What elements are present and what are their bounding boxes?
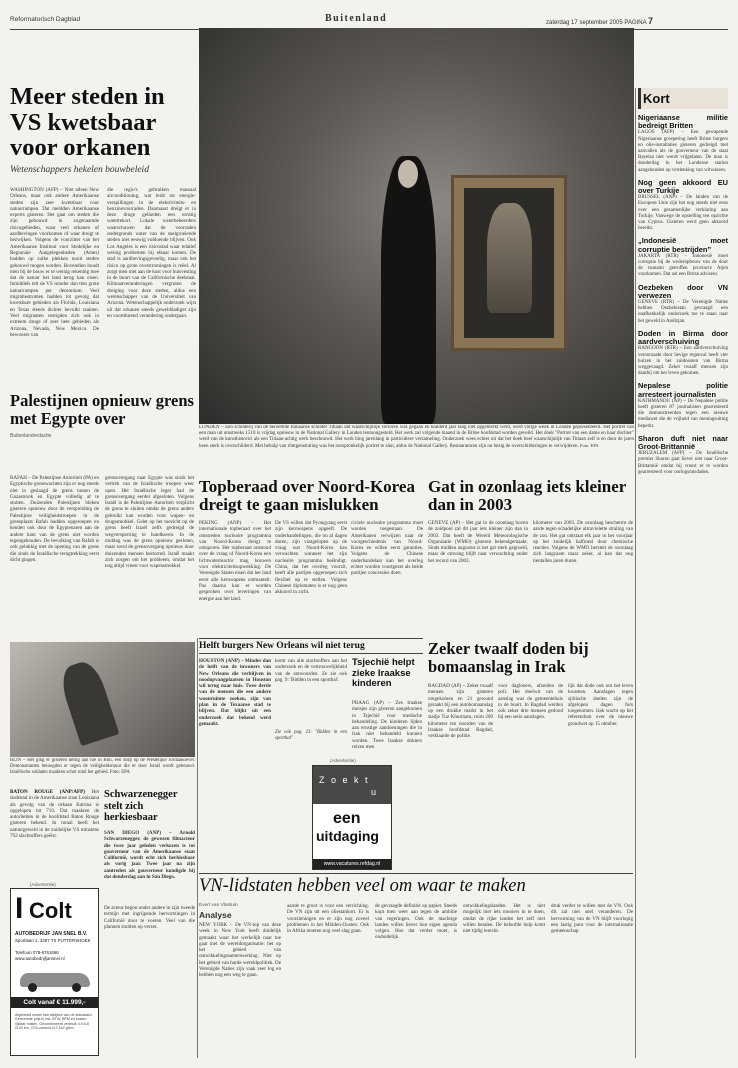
job-ad-word-zoekt: Z o e k t (319, 775, 370, 785)
protest-photo (10, 642, 195, 757)
kort-item-title: Doden in Birma door aardverschuiving (638, 328, 728, 347)
palestinian-col1: RAFAH – De Palestijnse Autoriteit (PA) en Egyptische grenswachten zijn er nog steeds niet in geslaagd de grens tussen de Gazastrook en Egypte volledig af te sluiten. Duizenden Palestijnen bleken gisteren opnieuw door de verspreiding de Palestijnse veiligheidstroepen in de grensplaats Rafah hadden opgeroepen en kenden ook door de Egyptenaren aan de andere kant van de grens niet worden tegengehouden. De bevolking van Rafah is ook gelukkig met de opening van de grens die sinds de Israëlische terugtrekking eerst dicht gingen. (10, 475, 99, 563)
photo-caption-text: LONDEN – Een schilderij van de beroemde Italiaanse schilder Titiaan dat waarschijnlijk verloren was gegaan en honderd jaar lang niet opgemerkt werd, werd vorige week in Londen gepresenteerd. Het portret van een man uit omstreeks 1510 is vrijdag opnieuw in de National Gallery in Londen tentoongesteld. Het werk zal volgende maand in de Britse hoofdstad worden geveild. Het doek "Portret van een dame en haar dochter" werd van de kunsthistorici als een Titiaan-achtig werk beschouwd. Het werk hing jarenlang in particuliere verzameling. Onderzoek wees echter uit dat het doek heel waarschijnlijk van Titiaan zelf is en door de jaren heen sterk is overschilderd. Met behulp van röntgenstraling was het oorspronkelijk portret te zien, aldus de National Gallery. Restauratoren zijn nu bezig de overschilderingen te verwijderen. (199, 425, 634, 450)
kort-label: Kort (638, 88, 728, 109)
kort-item-body: JERUZALEM (AFP) – De Israëlische premier Sharon gaat liever niet naar Groot-Brittannië omdat hij vreest er te worden gearresteerd voor oorlogsmisdaden. (638, 451, 728, 475)
job-ad-label: (Advertentie) (330, 758, 356, 763)
dealer-name: AUTOBEDRIJF JAN SNEL B.V. (15, 931, 88, 937)
hurricane-col2: komt van alle slachtoffers aan het onderzoek en de vertrouwelijkheid van de antwoorden. Ze zie ook pag. 9: 'Bidden in een sporthal'. (275, 658, 347, 683)
kort-item (638, 435, 728, 476)
baton-body: Het dodental in de Amerikaanse staat Louisiana als gevolg van de orkaan Katrina is opgelopen tot 710. Dat maakten de autoriteiten in de hoofdstad Baton Rouge gisteren bekend. In totaal heeft het natuurgeweld in de zuidelijke VS minstens 792 slachtoffers geëist. (10, 789, 99, 840)
kort-item (638, 382, 728, 429)
lead-col2: die regio's gebruiken massaal airconditioning, wat leidt tot energie-verspillingen in de elektriciteits- en benzinevoorraden. Daarnaast dreigt er in deze droge gebieden een ernstig watertekort. Lokale waterbeheerders waarschuwen dat de voorraden ondergronds water van de snelgroeiende steden niet eeuwig voldoende blijven. Ook Los Angeles is een risicostad waar relatief weinig problemen bij elkaar komen. De stad is aardbevingsgevoelig, maar ook het risico op grote overstromingen is reëel. Al zorgt men niet aan de kust voor huisvesting in de buurt van de Californische deelstaat. Klimaatveranderingen vergroten de dreiging voor deze steden, aldus een wetenschapper van de Universiteit van Arizona. Wetenschappelijk onderzoek wijst uit dat orkanen steeds gewelddadiger zijn en voortdurend verandering ondergaan. (107, 187, 196, 319)
dealer-address: Sportlaan 1, 3297 TS PUTTERSHOEK (15, 938, 91, 943)
schwarzenegger-headline: Schwarzenegger stelt zich herkiesbaar (104, 789, 178, 823)
colt-logo (15, 894, 95, 926)
vn-top-rule (199, 873, 633, 874)
vn-headline: VN-lidstaten hebben veel om waar te maken (199, 876, 526, 896)
page-header (10, 12, 726, 28)
car-wheel-front (28, 983, 37, 992)
kort-item (638, 330, 728, 377)
korea-story (199, 478, 423, 514)
painting-photo (199, 28, 634, 424)
palestinian-byline: Buitenlandredactie (10, 433, 52, 439)
tsjechie-body: PRAAG (AP) – Zes Iraakse meisjes zijn gisteren aangekomen in Tsjechië voor medische behandeling. De kinderen lijden aan ernstige aandoeningen die in Irak niet behandeld kunnen worden. Twee Iraakse dokters reizen mee. (352, 700, 422, 751)
palestinian-headline: Palestijnen opnieuw grens met Egypte over (10, 391, 194, 428)
right-divider (635, 88, 636, 1058)
page-label: PAGINA (624, 20, 647, 26)
kort-item-title: Oezbeken door VN verwezen (638, 282, 728, 300)
schwarzenegger-col1: SAN DIEGO (ANP) – Arnold Schwarzenegger, de gewezen filmacteur die twee jaar geleden verkozen is tot gouverneur van de Amerikaanse staat Californië, wordt echt zich herkiesbaar als vorig jaar. Twee jaar na zijn aantreden als gouverneur kondigde hij dat donderdag aan in San Diego. (104, 830, 195, 881)
kort-item-title: „Indonesië moet corruptie bestrijden” (638, 236, 728, 254)
price-banner: Colt vanaf € 11.999,- (11, 997, 98, 1008)
korea-col1: PEKING (ANP) – Het internationale topberaad over het omstreden nucleaire programma van Noord-Korea dreigt te ontsporen. Het topberaad ontstond over de vraag of Noord-Korea een lichtwaterreactor mag bouwen voor elektriciteitsopwekking. De Verenigde Staten eisen dat het land eerst alle kernwapens ontmantelt. Pas daarna kan er worden gesproken over leveringen van energie aan het land. (199, 520, 271, 602)
ozone-story (428, 478, 633, 514)
protest-credit: Foto: EPA (109, 769, 130, 775)
kort-item-body: GENEVE (RTR) – De Verenigde Naties hebben Oezbekistan gevraagd een onafhankelijk onderzoek toe te staan naar het geweld in Andizjan. (638, 300, 728, 324)
woman-face (398, 160, 418, 188)
kort-item-body: KATHMANDU (AP) – De Nepalese politie heeft gisteren 87 journalisten gearresteerd die demonstreerden tegen een nieuwe mediawet die de vrijheid van meningsuiting beperkt. (638, 398, 728, 429)
dealer-web[interactable]: www.autobedrijfjansnel.nl (15, 956, 65, 961)
job-ad-word-u: u (371, 787, 377, 797)
kort-item-title: Nog geen akkoord EU over Turkije (638, 177, 728, 196)
palestinian-col2: grensovergang naar Egypte was sinds het vertrek van de Israëlische troepen weer open. Het Israëlische leger had de grensovergang eerder afgesloten. Volgens Israël is de Palestijnse Autoriteit verplicht de grens te sluiten omdat de grens anders gebruikt kan worden voor wapen- en drugssmokkel. Gelet op het toezicht op de grens heeft Israël zelfs gedreigd de wegversperring te handhaven. In de middag was de grens opnieuw gesloten, maar werd de grensovergang opnieuw door duizenden mensen bestormd. Israël maakt zich zorgen om het probleem, omdat het nog altijd vreest voor wapensmokkel. (105, 475, 194, 570)
korea-col3: civiele nucleaire programma moet worden toegestaan. De Amerikanen verwijzen naar de voorgeschiedenis van Noord-Korea en willen eerst garanties. Volgens de Chinese onderhandelaar kan het overleg echter worden voortgezet als beide partijen concessies doen. (351, 520, 423, 577)
kort-item (638, 284, 728, 325)
korea-headline: Topberaad over Noord-Korea dreigt te gaan mislukken (199, 477, 415, 514)
kort-item (638, 179, 728, 233)
vn-col3: de gevraagde definitie op papier. Steeds kopt men weer aan tegen de ambitie van regeringen. Ook de machtige landen willen liever hun eigen agenda volgen. Hoe dat verder moet, is onduidelijk. (375, 903, 457, 941)
iraq-bombs-headline: Zeker twaalf doden bij bomaanslag in Irak (428, 639, 589, 676)
job-ad-word-uitdaging: uitdaging (316, 828, 379, 844)
iraq-bombs-story (428, 640, 633, 675)
kort-item (638, 237, 728, 278)
lead-story (10, 84, 195, 384)
vn-col5: druk verder te willen met de VN. Ook dit zal niet snel veranderen. De hervorming van de VN blijft voorlopig een lastig punt voor de internationale gemeenschap. (551, 903, 633, 935)
lead-headline: Meer steden in VS kwetsbaar voor orkanen (10, 83, 165, 161)
woman-figure (381, 156, 436, 424)
hurricane-link-note: Zie ook pag. 23: "Bidden in een sporthal" (275, 730, 347, 742)
schwarzenegger-story (104, 789, 195, 824)
publisher-name: Reformatorisch Dagblad (10, 16, 81, 23)
car-wheel-rear (72, 983, 81, 992)
kort-list (638, 114, 728, 476)
kort-item-body: LAGOS (AFP) – Een gewapende Nigeriaanse groepering heeft Britse burgers en olie-installaties gisteren gedreigd met aanvallen als de gouverneur van de staat Bayelsa niet wordt vrijgelaten. De man is donderdag in het Londense station aangehouden op verdenking van witwassen. (638, 130, 728, 173)
vn-byline: Evert van Vlastuin (199, 903, 238, 908)
kort-item-body: RANGOON (RTR) – Een aardverschuiving veroorzaakt door hevige regenval heeft vier huizen in het zuidoosten van Birma weggevaagd. Zeker twaalf mensen zijn daarbij om het leven gekomen. (638, 346, 728, 377)
kort-item (638, 114, 728, 174)
korea-col2: De VS willen dat Pyongyang eerst zijn kernwapens opgeeft. De onderhandelingen, die nu al dagen duren, zijn vastgelopen op de vraag wat Noord-Korea kan verwachten wanneer het zijn nucleaire programma beëindigt. China, dat het overleg voorzit, heeft alle partijen opgeroepen zich flexibel op te stellen. Volgens Chinese diplomaten is er nog geen akkoord in zicht. (275, 520, 347, 596)
lead-col1: WASHINGTON (AFP) – Niet alleen New Orleans, maar ook andere Amerikaanse steden zijn zeer kwetsbaar voor natuurrampen. Dat meldden Amerikaanse experts gisteren. Het gaat om steden die zijn gebouwd in zogenaamde risicogebieden, waar veel orkanen of aardbevingen voorkomen of waar dreigt te bezwijken. Volgens de voorzitter van het Amerikaanse Instituut voor Stedelijke en Regionale Aangelegenheden (Ames) hadden op zulke plekken nooit steden gebouwd mogen worden. Bovendien houdt men bij de bouw er te weinig rekening mee dat de natuur het land terug kan eisen. Inmiddels telt de VS minder dan tien grote natuurrampen per decennium. Veel migratiestromen hadden tot gevolg dat kwetsbare gebieden als Florida, Louisiana en Texas steeds dichter bevolkt raakten. Veel migranten vestigden zich ook in extreem droge of zeer hete gebieden als Arizona, Nevada, New Mexico. De bewoners van (10, 187, 99, 338)
car-ad-label: (Advertentie) (30, 882, 56, 887)
colt-logo-text: Colt (29, 898, 72, 923)
tsjechie-story (352, 658, 422, 690)
kort-item-title: Nepalese politie arresteert journalisten (638, 381, 728, 399)
hurricane-col1: HOUSTON (ANP) – Minder dan de helft van de inwoners van New Orleans die verblijven in noodopvangplaatsen in Houston wil terug naar huis. Twee derde van de mensen die een andere woonruimte zoeken, zijn van plan in de Texaanse stad te blijven. Dat blijkt uit een onderzoek dat bekend werd gemaakt. (199, 658, 271, 727)
car-ad[interactable] (10, 888, 99, 1056)
job-ad[interactable] (312, 765, 392, 870)
kort-column (638, 88, 728, 1058)
protest-caption-text: BLIN – Het ging er gisteren heftig aan toe in Blin, een dorp op de Westelijke Jordaanoever. Demonstranten betoogden er tegen de veiligheidsmuur die er door Israël wordt gebouwd. Israëlische soldaten maakten schot rond het gebied. (10, 758, 195, 775)
ozone-col1: GENEVE (AP) – Het gat in de ozonlaag boven de zuidpool zal dit jaar iets kleiner zijn dan in 2003. Dat heeft de Wereld Meteorologische Organisatie (WMO) gisteren bekendgemaakt. Sinds midden augustus is het gat sterk gegroeid, maar de omvang blijft naar verwachting onder het record van 2003. (428, 520, 528, 564)
job-ad-url[interactable]: www.vacatures.refdag.nl (313, 859, 391, 870)
schwarzenegger-col2: De acteur begon onder andere in zijn tweede termijn met ingrijpende hervormingen in Californië door te voeren. Veel van die plannen stuitten op verzet. (104, 905, 195, 930)
section-name: Buitenland (325, 13, 388, 24)
hurricane-headline: Helft burgers New Orleans wil niet terug (199, 641, 365, 651)
date-text: zaterdag 17 september 2005 (546, 20, 623, 26)
iraq-bombs-col3: lijk dat dode ook om het leven kwamen. Aanslagen tegen sjiitische doelen zijn de afgelopen dagen fors toegenomen. Irak wacht op het referendum over de nieuwe grondwet op 15 oktober. (568, 683, 633, 727)
baton-rouge-item (10, 789, 99, 874)
vn-col1: NEW YORK – De VN-top van deze week in New York heeft duidelijk gemaakt waar het werkelijk naar toe gaat met de wereldorganisatie: het op het gebied van ontwikkelingssamenwerking. Niet op het gebied van harde wereldpolitiek. De Verenigde Naties zijn vaak zeer log en hebben nog een weg te gaan. (199, 922, 281, 979)
ozone-headline: Gat in ozonlaag iets kleiner dan in 2003 (428, 477, 627, 514)
photo-caption (199, 425, 634, 473)
vn-kicker: Analyse (199, 910, 232, 920)
ad-small-print: Afgebeeld model kan afwijken van de standaard. Genoemde prijs is incl. BTW, BPM en kosten rijklaar maken. Gecombineerd verbruik 4,9-6,8 l/100 km. CO2-uitstoot 117-162 g/km. (15, 1013, 93, 1031)
kort-item-title: Sharon duft niet naar Groot-Brittannië (638, 433, 728, 451)
left-divider (197, 638, 198, 1058)
lead-subhead: Wetenschappers hekelen bouwbeleid (10, 164, 149, 175)
iraq-bombs-col1: BAGDAD (AP) – Zeker twaalf mensen zijn gisteren omgekomen en 21 gewond geraakt bij een autobomaanslag op een drukke markt in het stadje Tuz Khurmatu, ruim 200 kilometer ten noorden van de Iraakse hoofdstad Bagdad, verklaarde de politie. (428, 683, 493, 740)
vn-col2: aande te groot is voor een verrichting. De VN zijn uit een oliestankort. Er is voorzieningen en er zijn nog zoveel problemen in het Midden-Oosten. Ook in Afrika moeten nog veel slag gaan. (287, 903, 369, 935)
baton-dateline: BATON ROUGE (ANP/AFP) (10, 789, 85, 795)
iraq-bombs-col2: voor dagloners, afzeiden de poli. Het doelwit van de aanslag was de gemeentehuis in de buurt. In Bagdad werden ook zeker drie mensen gedood bij een serie aanslagen. (498, 683, 563, 721)
tsjechie-headline: Tsjechië helpt zieke Iraakse kinderen (352, 657, 415, 689)
job-ad-word-een: een (333, 810, 361, 827)
kort-item-title: Nigeriaanse militie bedreigt Britten (638, 113, 728, 131)
header-date (546, 16, 653, 26)
kort-item-body: JAKARTA (RTR) – Indonesië moet corruptie bij de wederopbouw van de door de tsunami getroffen provincie Atjeh voorkomen. Dat zei een Britse adviseur. (638, 253, 728, 278)
car-image (16, 965, 94, 991)
vn-col4: ontwikkelingslanden. Het is niet mogelijk hier iets mooiers in te doen, omdat de rijke landen het zelf niet willen betalen. De beloofde hulp komt niet tijdig terecht. (463, 903, 545, 935)
protest-caption (10, 758, 195, 784)
protest-figure (57, 658, 120, 746)
photo-credit: Foto: EPA (579, 443, 599, 449)
hurricane-story (199, 638, 423, 654)
colt-mark: I (15, 892, 24, 925)
painting-figure (487, 203, 532, 313)
page-number: 7 (647, 16, 653, 26)
ozone-col2: kilometer van 2003. De ozonlaag beschermt de aarde tegen schadelijke ultraviolette straling van de zon. Het gat ontstaat elk jaar in het voorjaar op het zuidelijk halfrond door chemische reacties. Volgens de WMO herstelt de ozonlaag zich langzaam maar zeker, al kan dat nog tientallen jaren duren. (533, 520, 633, 564)
job-ad-top (313, 766, 391, 804)
dealer-phone: Telefoon 078-6761666 (15, 950, 59, 955)
kort-item-body: BRUSSEL (ANP) – De landen van de Europese Unie zijn het nog steeds niet eens over een gezamenlijke verklaring aan Turkije. Vanwege de opstelling ten opzichte van Cyprus. Gisteren werd geen akkoord bereikt. (638, 195, 728, 232)
